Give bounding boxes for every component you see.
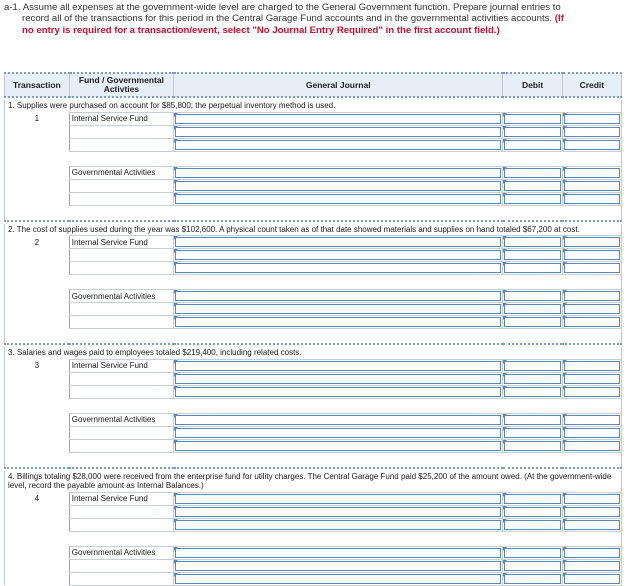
debit-input[interactable]: [503, 303, 562, 316]
journal-entry-row: [5, 518, 622, 531]
transaction-number: [5, 303, 70, 316]
transaction-number: [5, 505, 70, 518]
fund-label: [69, 372, 173, 385]
fund-label: Governmental Activities: [69, 290, 173, 303]
dropdown-marker-icon: [503, 573, 507, 577]
transaction-number: [5, 385, 70, 398]
dropdown-marker-icon: [503, 236, 507, 240]
debit-input[interactable]: [503, 249, 562, 262]
credit-input[interactable]: [562, 125, 621, 138]
dropdown-marker-icon: [563, 139, 567, 143]
journal-entry-row: [5, 413, 622, 426]
account-select-field[interactable]: [174, 546, 503, 559]
dropdown-marker-icon: [503, 316, 507, 320]
credit-input[interactable]: [562, 359, 621, 372]
dropdown-marker-icon: [174, 440, 178, 444]
account-select-field[interactable]: [174, 439, 503, 452]
journal-entry-row: [5, 372, 622, 385]
debit-input[interactable]: [503, 125, 562, 138]
credit-input[interactable]: [562, 426, 621, 439]
account-select-field[interactable]: [174, 426, 503, 439]
dropdown-marker-icon: [563, 493, 567, 497]
transaction-description-row: [5, 471, 622, 493]
account-select-field[interactable]: [174, 138, 503, 151]
dropdown-marker-icon: [174, 373, 178, 377]
transaction-description: 4. Billings totaling $28,000 were received from the enterprise fund for utility charges. The Central Garage Fund paid $25,200 of the amount owed. (At the government-wide level, record the payable amount as Internal Balances.): [5, 471, 622, 493]
credit-input[interactable]: [562, 492, 621, 505]
fund-label: [69, 192, 173, 205]
fund-label: [69, 316, 173, 329]
fund-label: [69, 125, 173, 138]
account-select-field[interactable]: [174, 559, 503, 572]
dropdown-marker-icon: [174, 519, 178, 523]
credit-input[interactable]: [562, 439, 621, 452]
transaction-number: [5, 138, 70, 151]
dropdown-marker-icon: [174, 386, 178, 390]
journal-entry-row: [5, 166, 622, 179]
credit-input[interactable]: [562, 303, 621, 316]
fund-label: [69, 262, 173, 275]
credit-input[interactable]: [562, 166, 621, 179]
fund-label: [69, 518, 173, 531]
debit-input[interactable]: [503, 179, 562, 192]
dropdown-marker-icon: [563, 262, 567, 266]
journal-entry-row: [5, 385, 622, 398]
account-select-field[interactable]: [174, 179, 503, 192]
transaction-number: [5, 290, 70, 303]
transaction-description: 3. Salaries and wages paid to employees totaled $219,400, including related costs.: [5, 347, 622, 359]
account-select-field[interactable]: [174, 492, 503, 505]
credit-input[interactable]: [562, 385, 621, 398]
dropdown-marker-icon: [503, 373, 507, 377]
fund-label: Internal Service Fund: [69, 492, 173, 505]
dropdown-marker-icon: [174, 180, 178, 184]
dropdown-marker-icon: [174, 316, 178, 320]
fund-label: [69, 426, 173, 439]
dropdown-marker-icon: [503, 440, 507, 444]
instructions-red-line: no entry is required for a transaction/event, select "No Journal Entry Required" in the first account field.): [22, 24, 500, 36]
fund-label: Internal Service Fund: [69, 359, 173, 372]
account-select-field[interactable]: [174, 316, 503, 329]
credit-input[interactable]: [562, 372, 621, 385]
debit-input[interactable]: [503, 439, 562, 452]
dropdown-marker-icon: [563, 290, 567, 294]
dropdown-marker-icon: [174, 167, 178, 171]
transaction-number: 3: [5, 359, 70, 372]
fund-label: Governmental Activities: [69, 546, 173, 559]
transaction-description-row: [5, 100, 622, 112]
credit-input[interactable]: [562, 249, 621, 262]
dropdown-marker-icon: [563, 360, 567, 364]
debit-input[interactable]: [503, 492, 562, 505]
transaction-number: [5, 166, 70, 179]
credit-input[interactable]: [562, 262, 621, 275]
transaction-number: 4: [5, 492, 70, 505]
transaction-number: 2: [5, 236, 70, 249]
debit-input[interactable]: [503, 572, 562, 585]
transaction-number: [5, 572, 70, 585]
transaction-description-row: [5, 224, 622, 236]
fund-label: [69, 572, 173, 585]
dropdown-marker-icon: [174, 414, 178, 418]
dropdown-marker-icon: [174, 547, 178, 551]
dropdown-marker-icon: [174, 249, 178, 253]
fund-label: [69, 505, 173, 518]
fund-label: [69, 249, 173, 262]
account-select-field[interactable]: [174, 385, 503, 398]
debit-input[interactable]: [503, 505, 562, 518]
transaction-number: [5, 262, 70, 275]
dropdown-marker-icon: [174, 560, 178, 564]
dropdown-marker-icon: [563, 303, 567, 307]
dropdown-marker-icon: [174, 262, 178, 266]
dropdown-marker-icon: [174, 126, 178, 130]
dropdown-marker-icon: [563, 573, 567, 577]
fund-label: Governmental Activities: [69, 166, 173, 179]
header-general-journal: General Journal: [174, 73, 503, 97]
account-select-field[interactable]: [174, 290, 503, 303]
dropdown-marker-icon: [563, 440, 567, 444]
dropdown-marker-icon: [503, 360, 507, 364]
debit-input[interactable]: [503, 112, 562, 125]
instructions-red-start: (If: [554, 13, 564, 25]
dropdown-marker-icon: [503, 560, 507, 564]
credit-input[interactable]: [562, 236, 621, 249]
credit-input[interactable]: [562, 559, 621, 572]
account-select-field[interactable]: [174, 262, 503, 275]
debit-input[interactable]: [503, 290, 562, 303]
dropdown-marker-icon: [503, 427, 507, 431]
dropdown-marker-icon: [563, 113, 567, 117]
dropdown-marker-icon: [563, 560, 567, 564]
dropdown-marker-icon: [503, 303, 507, 307]
account-select-field[interactable]: [174, 505, 503, 518]
credit-input[interactable]: [562, 572, 621, 585]
dropdown-marker-icon: [174, 506, 178, 510]
fund-label: [69, 179, 173, 192]
debit-input[interactable]: [503, 359, 562, 372]
debit-input[interactable]: [503, 413, 562, 426]
journal-entry-row: [5, 505, 622, 518]
credit-input[interactable]: [562, 505, 621, 518]
transaction-number: [5, 439, 70, 452]
debit-input[interactable]: [503, 138, 562, 151]
credit-input[interactable]: [562, 518, 621, 531]
transaction-number: [5, 316, 70, 329]
debit-input[interactable]: [503, 192, 562, 205]
journal-entry-row: [5, 426, 622, 439]
dropdown-marker-icon: [174, 290, 178, 294]
debit-input[interactable]: [503, 316, 562, 329]
dropdown-marker-icon: [503, 139, 507, 143]
debit-input[interactable]: [503, 426, 562, 439]
journal-entry-row: [5, 492, 622, 505]
dropdown-marker-icon: [174, 360, 178, 364]
dropdown-marker-icon: [503, 167, 507, 171]
dropdown-marker-icon: [563, 519, 567, 523]
journal-entry-row: [5, 359, 622, 372]
dropdown-marker-icon: [563, 414, 567, 418]
dropdown-marker-icon: [563, 249, 567, 253]
journal-entry-row: [5, 179, 622, 192]
dropdown-marker-icon: [563, 126, 567, 130]
dropdown-marker-icon: [503, 113, 507, 117]
dropdown-marker-icon: [503, 519, 507, 523]
dropdown-marker-icon: [503, 262, 507, 266]
instructions: [4, 2, 622, 36]
fund-label: [69, 385, 173, 398]
credit-input[interactable]: [562, 179, 621, 192]
header-fund: Fund / Governmental Activties: [69, 73, 173, 97]
journal-table: [4, 72, 622, 586]
credit-input[interactable]: [562, 138, 621, 151]
dropdown-marker-icon: [503, 290, 507, 294]
dropdown-marker-icon: [503, 386, 507, 390]
fund-label: [69, 559, 173, 572]
fund-label: [69, 439, 173, 452]
dropdown-marker-icon: [563, 236, 567, 240]
journal-entry-row: [5, 316, 622, 329]
journal-entry-row: [5, 559, 622, 572]
transaction-description-row: [5, 347, 622, 359]
dropdown-marker-icon: [563, 506, 567, 510]
debit-input[interactable]: [503, 518, 562, 531]
dropdown-marker-icon: [563, 193, 567, 197]
transaction-number: [5, 372, 70, 385]
question-prefix: a-1.: [4, 2, 21, 13]
dropdown-marker-icon: [174, 573, 178, 577]
account-select-field[interactable]: [174, 572, 503, 585]
journal-entry-row: [5, 439, 622, 452]
dropdown-marker-icon: [563, 180, 567, 184]
journal-entry-row: [5, 546, 622, 559]
journal-entry-row: [5, 236, 622, 249]
debit-input[interactable]: [503, 546, 562, 559]
dropdown-marker-icon: [174, 303, 178, 307]
dropdown-marker-icon: [174, 113, 178, 117]
header-debit: Debit: [503, 73, 562, 97]
account-select-field[interactable]: [174, 518, 503, 531]
dropdown-marker-icon: [503, 506, 507, 510]
dropdown-marker-icon: [503, 493, 507, 497]
header-transaction: Transaction: [5, 73, 70, 97]
transaction-number: [5, 518, 70, 531]
dropdown-marker-icon: [563, 316, 567, 320]
dropdown-marker-icon: [563, 427, 567, 431]
debit-input[interactable]: [503, 385, 562, 398]
dropdown-marker-icon: [174, 493, 178, 497]
account-select-field[interactable]: [174, 413, 503, 426]
dropdown-marker-icon: [503, 126, 507, 130]
account-select-field[interactable]: [174, 112, 503, 125]
transaction-number: [5, 125, 70, 138]
account-select-field[interactable]: [174, 236, 503, 249]
credit-input[interactable]: [562, 290, 621, 303]
journal-entry-row: [5, 125, 622, 138]
journal-entry-row: [5, 303, 622, 316]
fund-label: [69, 138, 173, 151]
dropdown-marker-icon: [503, 249, 507, 253]
dropdown-marker-icon: [503, 547, 507, 551]
account-select-field[interactable]: [174, 192, 503, 205]
transaction-number: [5, 179, 70, 192]
dropdown-marker-icon: [174, 427, 178, 431]
fund-label: [69, 303, 173, 316]
transaction-number: [5, 559, 70, 572]
debit-input[interactable]: [503, 559, 562, 572]
credit-input[interactable]: [562, 112, 621, 125]
account-select-field[interactable]: [174, 166, 503, 179]
dropdown-marker-icon: [563, 547, 567, 551]
transaction-number: [5, 426, 70, 439]
account-select-field[interactable]: [174, 372, 503, 385]
transaction-description: 1. Supplies were purchased on account for $85,800; the perpetual inventory method is used.: [5, 100, 622, 112]
journal-entry-row: [5, 249, 622, 262]
transaction-number: [5, 192, 70, 205]
instructions-line-1: Assume all expenses at the government-wide level are charged to the General Government function. Prepare journal entries to: [22, 2, 561, 13]
dropdown-marker-icon: [563, 386, 567, 390]
account-select-field[interactable]: [174, 303, 503, 316]
dropdown-marker-icon: [563, 167, 567, 171]
credit-input[interactable]: [562, 546, 621, 559]
instructions-line-2: record all of the transactions for this period in the Central Garage Fund accounts and in the governmental activities accounts.: [22, 13, 553, 25]
dropdown-marker-icon: [503, 180, 507, 184]
account-select-field[interactable]: [174, 249, 503, 262]
fund-label: Internal Service Fund: [69, 112, 173, 125]
account-select-field[interactable]: [174, 125, 503, 138]
journal-entry-row: [5, 262, 622, 275]
fund-label: Governmental Activities: [69, 413, 173, 426]
dropdown-marker-icon: [503, 414, 507, 418]
dropdown-marker-icon: [174, 193, 178, 197]
dropdown-marker-icon: [503, 193, 507, 197]
dropdown-marker-icon: [174, 236, 178, 240]
dropdown-marker-icon: [174, 139, 178, 143]
transaction-number: [5, 413, 70, 426]
credit-input[interactable]: [562, 316, 621, 329]
journal-entry-row: [5, 290, 622, 303]
credit-input[interactable]: [562, 192, 621, 205]
account-select-field[interactable]: [174, 359, 503, 372]
transaction-number: [5, 546, 70, 559]
dropdown-marker-icon: [563, 373, 567, 377]
fund-label: Internal Service Fund: [69, 236, 173, 249]
journal-entry-row: [5, 572, 622, 585]
debit-input[interactable]: [503, 372, 562, 385]
credit-input[interactable]: [562, 413, 621, 426]
debit-input[interactable]: [503, 166, 562, 179]
transaction-number: 1: [5, 112, 70, 125]
transaction-number: [5, 249, 70, 262]
header-credit: Credit: [562, 73, 621, 97]
debit-input[interactable]: [503, 262, 562, 275]
debit-input[interactable]: [503, 236, 562, 249]
journal-entry-row: [5, 192, 622, 205]
transaction-description: 2. The cost of supplies used during the year was $102,600. A physical count taken as of that date showed materials and supplies on hand totaled $67,200 at cost.: [5, 224, 622, 236]
journal-entry-row: [5, 112, 622, 125]
journal-entry-row: [5, 138, 622, 151]
